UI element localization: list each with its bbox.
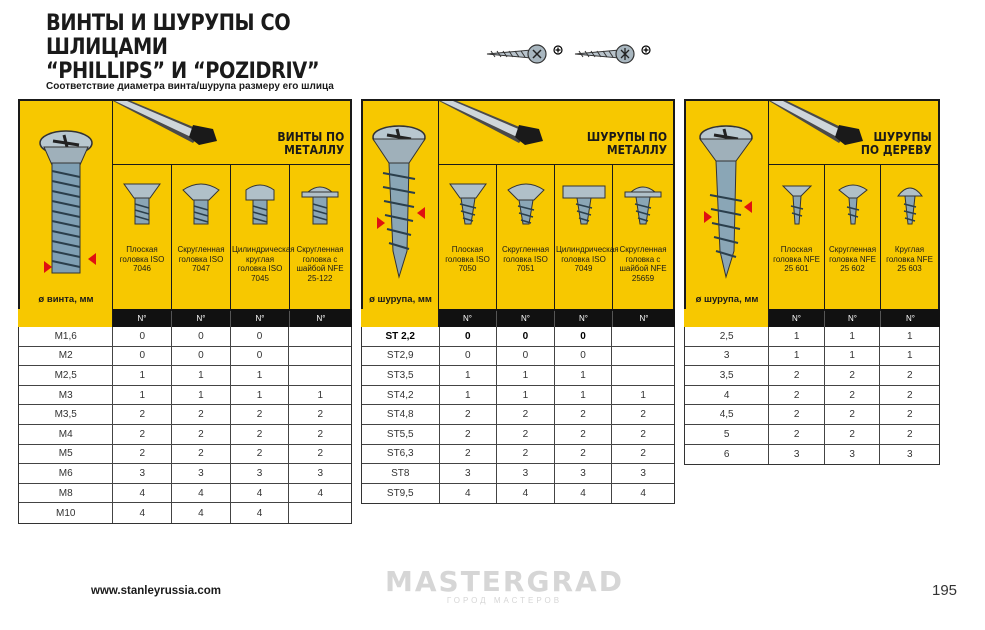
bit-number-cell: 0	[172, 327, 231, 346]
table-body	[18, 327, 352, 524]
table-row	[685, 386, 939, 406]
watermark: MASTERGRAD ГОРОД МАСТЕРОВ	[385, 565, 624, 605]
size-cell: M2	[19, 347, 113, 366]
bit-number-cell: 1	[906, 330, 913, 342]
bit-number-cell: 3	[231, 464, 290, 483]
panel-header	[684, 99, 940, 309]
bit-number-cell: 2	[497, 445, 555, 464]
bit-number-cell: 4	[497, 484, 555, 504]
table-body	[361, 327, 675, 504]
bit-number-cell: 2	[640, 448, 646, 460]
bit-number-cell: 1	[231, 366, 290, 385]
wood-screw-illustration	[686, 101, 769, 281]
table-row	[685, 347, 939, 367]
bit-number-cell: 1	[172, 366, 231, 385]
bit-number-cell: 2	[497, 425, 555, 444]
screwdriver-illustration	[439, 101, 673, 165]
table-row	[685, 445, 939, 465]
bit-number-cell: 3	[555, 464, 613, 483]
table-row	[362, 445, 674, 465]
pozidriv-screw-icon	[575, 45, 650, 63]
bit-number-cell: 1	[497, 386, 555, 405]
size-cell: 2,5	[685, 327, 769, 346]
subcolumn-label: Скругленная головка с шайбой NFE 25659	[619, 245, 667, 283]
subcolumn-label: Скругленная головка ISO 7047	[177, 245, 225, 273]
bolt-illustration-column	[20, 101, 113, 311]
bit-number-cell: 2	[172, 425, 231, 444]
subcolumn-raised-head	[172, 165, 231, 311]
page-title	[46, 12, 398, 84]
table-row	[19, 425, 351, 445]
subcolumn-label: Цилиндрическая круглая головка ISO 7045	[232, 245, 295, 283]
bit-number-cell	[289, 347, 351, 366]
bit-number-cell: 2	[440, 425, 498, 444]
page-number: 195	[932, 582, 958, 599]
table-row	[19, 405, 351, 425]
bit-number-cell	[289, 327, 351, 346]
table-row	[362, 464, 674, 484]
bit-number-cell: 1	[440, 386, 498, 405]
table-row	[19, 503, 351, 523]
size-cell: M10	[19, 503, 113, 523]
bit-number-cell: 2	[906, 369, 913, 381]
bit-number-cell: 3	[440, 464, 498, 483]
subcolumn-round-head	[881, 165, 938, 311]
bit-number-cell: 2	[555, 425, 613, 444]
bit-number-cell: 2	[231, 405, 290, 424]
screwdriver-illustration	[113, 101, 350, 165]
bit-number-cell: 1	[769, 327, 825, 346]
bit-number-cell: 4	[640, 488, 646, 500]
bit-number-cell: 1	[172, 386, 231, 405]
bit-number-cell: 2	[555, 405, 613, 424]
bit-number-cell: 2	[825, 405, 881, 424]
bit-number-cell: 4	[440, 484, 498, 504]
panel-metal-screws	[361, 99, 675, 504]
table-row	[685, 366, 939, 386]
screw-illustration-column	[686, 101, 769, 311]
subcolumn-cheese-head	[555, 165, 619, 311]
panel-metal-bolts	[18, 99, 352, 524]
size-cell: ST5,5	[362, 425, 440, 444]
subtitle: Соответствие диаметра винта/шурупа размеру его шлица	[46, 81, 334, 92]
size-cell: M1,6	[19, 327, 113, 346]
bit-number-cell	[612, 347, 674, 366]
size-cell: 6	[685, 445, 769, 465]
bit-number-cell: 2	[640, 428, 646, 440]
size-cell: ST9,5	[362, 484, 440, 504]
screw-illustration	[363, 101, 439, 281]
dimension-label: ø шурупа, мм	[369, 294, 432, 305]
bit-number-cell: 2	[769, 386, 825, 405]
size-cell: M2,5	[19, 366, 113, 385]
subcolumn-label: Плоская головка ISO 7046	[119, 245, 165, 273]
subcolumn-cheese-head	[231, 165, 295, 311]
size-cell: 4,5	[685, 405, 769, 424]
bit-number-cell: 2	[906, 389, 913, 401]
bit-number-cell	[612, 327, 674, 346]
table-row	[362, 405, 674, 425]
bit-number-cell: 4	[231, 503, 290, 523]
phillips-screw-icon	[487, 45, 562, 63]
table-row	[685, 425, 939, 445]
size-cell: ST2,9	[362, 347, 440, 366]
panel-heading: ШУРУПЫ ПО МЕТАЛЛУ	[586, 130, 667, 157]
subcolumn-label: Скругленная головка ISO 7051	[501, 245, 550, 273]
bit-number-cell: 4	[317, 487, 323, 499]
size-cell: 4	[685, 386, 769, 405]
bolt-illustration	[20, 101, 113, 281]
bit-number-cell: 0	[113, 347, 172, 366]
size-cell: M5	[19, 445, 113, 464]
panel-wood-screws	[684, 99, 940, 465]
bit-number-cell: 2	[497, 405, 555, 424]
table-row	[19, 327, 351, 347]
size-cell: M3	[19, 386, 113, 405]
bit-number-cell: 2	[231, 445, 290, 464]
bit-number-cell: 0	[231, 327, 290, 346]
bit-number-cell: 2	[317, 448, 323, 460]
bit-number-cell: 3	[172, 464, 231, 483]
table-row	[362, 347, 674, 367]
number-header-row: N° N° N° N°	[361, 309, 675, 327]
bit-number-cell: 2	[906, 409, 913, 421]
subcolumn-label: Скругленная головка с шайбой NFE 25-122	[296, 245, 344, 283]
bit-number-cell: 1	[555, 386, 613, 405]
bit-number-cell: 4	[172, 503, 231, 523]
bit-number-cell: 1	[825, 327, 881, 346]
bit-number-cell: 2	[825, 425, 881, 444]
size-cell: M6	[19, 464, 113, 483]
dimension-label: ø винта, мм	[38, 294, 94, 305]
subcolumn-washer-head	[613, 165, 673, 311]
bit-number-cell: 1	[113, 386, 172, 405]
bit-number-cell: 1	[825, 347, 881, 366]
bit-number-cell: 1	[231, 386, 290, 405]
subcolumn-flat-head	[769, 165, 825, 311]
panel-heading: ШУРУПЫ ПО ДЕРЕВУ	[861, 130, 932, 157]
table-row	[19, 445, 351, 465]
bit-number-cell: 4	[172, 484, 231, 503]
bit-number-cell: 0	[497, 327, 555, 346]
bit-number-cell: 2	[317, 428, 323, 440]
bit-number-cell: 3	[906, 448, 913, 460]
bit-number-cell: 1	[497, 366, 555, 385]
bit-number-cell: 4	[113, 503, 172, 523]
bit-number-cell: 0	[440, 347, 498, 366]
table-row	[19, 484, 351, 504]
subcolumn-washer-head	[290, 165, 350, 311]
table-row	[19, 347, 351, 367]
subcolumn-raised-head	[497, 165, 555, 311]
bit-number-cell: 2	[317, 409, 323, 421]
screwdriver-illustration	[769, 101, 938, 165]
bit-number-cell: 1	[906, 350, 913, 362]
bit-number-cell: 2	[825, 386, 881, 405]
bit-number-cell: 2	[769, 405, 825, 424]
screw-illustration-column	[363, 101, 439, 311]
subcolumn-flat-head	[113, 165, 172, 311]
table-row	[685, 405, 939, 425]
bit-number-cell	[612, 366, 674, 385]
bit-number-cell: 2	[640, 409, 646, 421]
bit-number-cell: 1	[440, 366, 498, 385]
subcolumn-label: Круглая головка NFE 25 603	[886, 245, 933, 273]
bit-number-cell: 2	[172, 405, 231, 424]
bit-number-cell: 2	[113, 405, 172, 424]
subcolumn-raised-head	[825, 165, 881, 311]
dimension-label: ø шурупа, мм	[695, 294, 759, 305]
bit-number-cell: 3	[113, 464, 172, 483]
size-cell: ST3,5	[362, 366, 440, 385]
size-cell: 3	[685, 347, 769, 366]
table-row	[19, 386, 351, 406]
bit-number-cell: 2	[825, 366, 881, 385]
size-cell: M3,5	[19, 405, 113, 424]
panel-header	[361, 99, 675, 309]
subcolumn-label: Плоская головка NFE 25 601	[773, 245, 820, 273]
bit-number-cell: 0	[113, 327, 172, 346]
footer-url[interactable]: www.stanleyrussia.com	[91, 585, 221, 597]
size-cell: 3,5	[685, 366, 769, 385]
panel-heading: ВИНТЫ ПО МЕТАЛЛУ	[277, 130, 344, 157]
table-row	[362, 327, 674, 347]
subcolumn-flat-head	[439, 165, 497, 311]
table-row	[362, 386, 674, 406]
bit-number-cell: 2	[906, 428, 913, 440]
bit-number-cell	[289, 366, 351, 385]
table-body	[684, 327, 940, 465]
subcolumn-label: Скругленная головка NFE 25 602	[828, 245, 877, 273]
size-cell: ST4,8	[362, 405, 440, 424]
bit-number-cell: 2	[555, 445, 613, 464]
size-cell: M8	[19, 484, 113, 503]
bit-number-cell: 0	[231, 347, 290, 366]
bit-number-cell: 2	[769, 366, 825, 385]
bit-number-cell: 1	[113, 366, 172, 385]
table-row	[362, 425, 674, 445]
screw-icons	[485, 40, 665, 71]
subcolumn-label: Плоская головка ISO 7050	[445, 245, 490, 273]
table-row	[19, 464, 351, 484]
table-row	[685, 327, 939, 347]
size-cell: ST6,3	[362, 445, 440, 464]
title-line-1: ВИНТЫ И ШУРУПЫ СО ШЛИЦАМИ	[46, 11, 291, 60]
bit-number-cell: 0	[497, 347, 555, 366]
title-line-2: “PHILLIPS” И “POZIDRIV”	[46, 59, 320, 84]
table-row	[362, 484, 674, 504]
bit-number-cell: 1	[317, 389, 323, 401]
number-header-row: N° N° N°	[684, 309, 940, 327]
bit-number-cell: 1	[769, 347, 825, 366]
table-row	[362, 366, 674, 386]
bit-number-cell: 1	[640, 389, 646, 401]
bit-number-cell: 3	[317, 467, 323, 479]
bit-number-cell: 3	[825, 445, 881, 465]
bit-number-cell: 3	[769, 445, 825, 465]
bit-number-cell: 1	[555, 366, 613, 385]
bit-number-cell: 3	[640, 467, 646, 479]
bit-number-cell: 0	[555, 347, 613, 366]
bit-number-cell: 0	[440, 327, 498, 346]
bit-number-cell	[289, 503, 351, 523]
bit-number-cell: 2	[769, 425, 825, 444]
bit-number-cell: 2	[113, 425, 172, 444]
panel-header	[18, 99, 352, 309]
size-cell: ST 2,2	[362, 327, 440, 346]
bit-number-cell: 2	[172, 445, 231, 464]
bit-number-cell: 4	[555, 484, 613, 504]
bit-number-cell: 2	[440, 445, 498, 464]
bit-number-cell: 2	[113, 445, 172, 464]
bit-number-cell: 2	[440, 405, 498, 424]
size-cell: ST4,2	[362, 386, 440, 405]
bit-number-cell: 2	[231, 425, 290, 444]
subcolumn-label: Цилиндрическая головка ISO 7049	[556, 245, 619, 273]
number-header-row: N° N° N° N°	[18, 309, 352, 327]
bit-number-cell: 4	[113, 484, 172, 503]
bit-number-cell: 4	[231, 484, 290, 503]
size-cell: 5	[685, 425, 769, 444]
bit-number-cell: 0	[555, 327, 613, 346]
size-cell: M4	[19, 425, 113, 444]
bit-number-cell: 0	[172, 347, 231, 366]
size-cell: ST8	[362, 464, 440, 483]
table-row	[19, 366, 351, 386]
bit-number-cell: 3	[497, 464, 555, 483]
